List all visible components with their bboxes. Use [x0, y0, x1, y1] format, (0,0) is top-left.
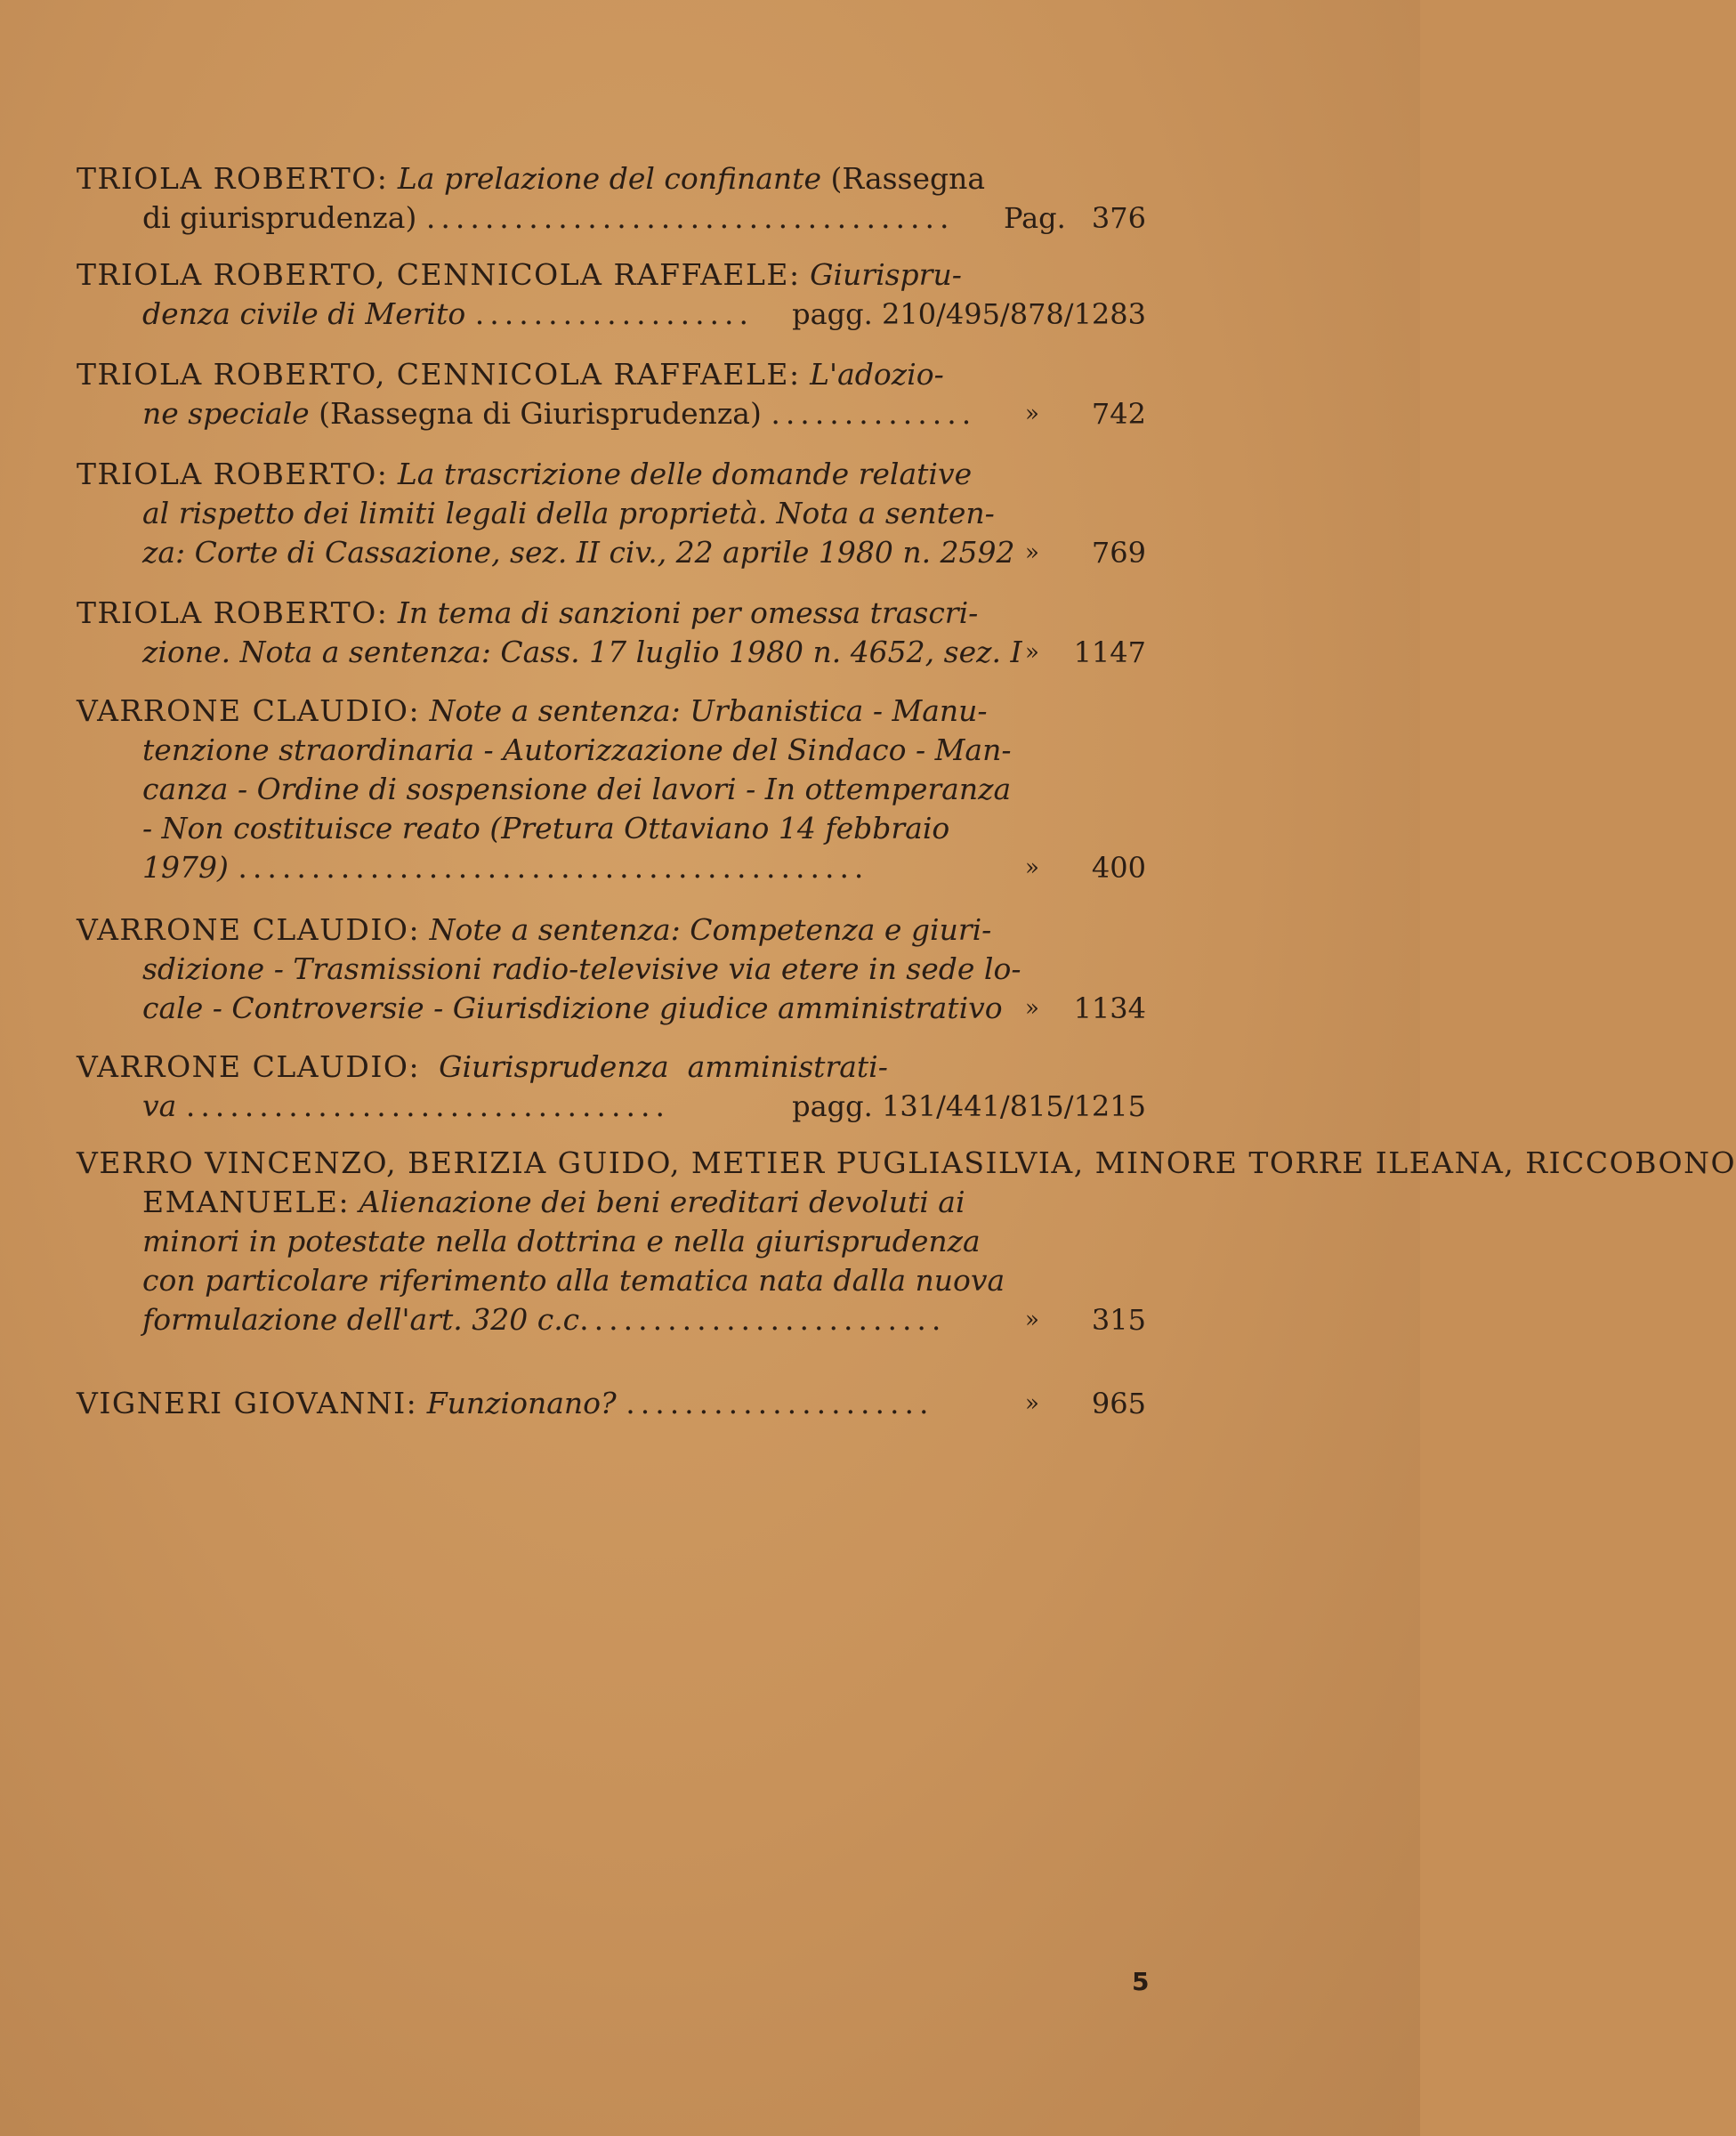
entry-line: [77, 454, 972, 495]
entry-title-text: va: [142, 1088, 177, 1123]
entry-title-text: La prelazione del confinante: [397, 161, 821, 196]
entry-line: [142, 949, 1021, 990]
entry-title-text: Giurisprudenza amministrati-: [439, 1049, 888, 1084]
entry-text: di giurisprudenza): [142, 200, 426, 235]
entry-line: [77, 158, 985, 199]
reference-pages: 131/441/815/1215: [881, 1089, 1146, 1123]
entry-line: [77, 593, 978, 634]
entry-text: [420, 693, 430, 728]
entry-line: [77, 1143, 1736, 1184]
entry-line: [142, 1299, 946, 1340]
reference-pages: 1134: [1073, 991, 1146, 1025]
entry-title-text: Alienazione dei beni ereditari devoluti ai: [359, 1185, 965, 1219]
entry-line: [142, 1182, 965, 1223]
page-reference: [979, 393, 1146, 434]
entry-line: [142, 988, 1003, 1029]
page-reference: [792, 1086, 1146, 1127]
dot-leader: .................................: [185, 1088, 670, 1123]
entry-line: [142, 1221, 981, 1262]
entry-title-text: L'adozio-: [810, 357, 944, 392]
entry-text: (Rassegna di Giurisprudenza): [309, 396, 771, 431]
entry-text: [388, 161, 398, 196]
entry-author: EMANUELE:: [142, 1185, 351, 1219]
entry-line: [142, 493, 995, 534]
entry-title-text: 1979): [142, 850, 229, 885]
entry-line: [142, 1260, 1005, 1301]
page-reference: [979, 847, 1146, 888]
reference-pages: 400: [1091, 851, 1146, 885]
entry-line: [77, 255, 962, 295]
entry-line: [142, 532, 1015, 573]
entry-title-text: al rispetto dei limiti legali della proprietà. Nota a senten-: [142, 496, 995, 530]
dot-leader: ..............: [771, 396, 977, 431]
entry-author: TRIOLA ROBERTO:: [77, 161, 389, 196]
entry-text: [617, 1386, 626, 1420]
entry-title-text: minori in potestate nella dottrina e nella giurisprudenza: [142, 1224, 981, 1258]
entry-title-text: ne speciale: [142, 396, 310, 431]
entry-title-text: canza - Ordine di sospensione dei lavori - In ottemperanza: [142, 772, 1012, 806]
entry-text: [801, 357, 811, 392]
reference-label: »: [1025, 854, 1039, 881]
entry-text: [465, 296, 475, 331]
reference-label: »: [1025, 639, 1039, 666]
page-reference: [979, 632, 1146, 673]
entry-line: [142, 632, 1022, 673]
entry-title-text: Note a sentenza: Urbanistica - Manu-: [429, 693, 988, 728]
reference-pages: 315: [1091, 1303, 1146, 1337]
entry-text: [388, 457, 398, 491]
reference-pages: 376: [1091, 201, 1146, 235]
entry-title-text: Funzionano?: [426, 1386, 617, 1420]
entry-author: TRIOLA ROBERTO:: [77, 457, 389, 491]
entry-line: [142, 847, 868, 888]
reference-label: pagg.: [792, 1089, 873, 1123]
reference-label: »: [1025, 1390, 1039, 1417]
entry-author: TRIOLA ROBERTO, CENNICOLA RAFFAELE:: [77, 357, 801, 392]
entry-text: [417, 1386, 427, 1420]
entry-text: [801, 257, 811, 292]
dot-leader: .........................: [579, 1302, 947, 1337]
entry-line: [142, 730, 1011, 771]
entry-line: [142, 808, 949, 849]
page-reference: [979, 1299, 1146, 1340]
entry-author: VERRO VINCENZO, BERIZIA GUIDO, METIER PUGLIA: [77, 1145, 965, 1180]
entry-title-text: Giurispru-: [810, 257, 962, 292]
entry-line: [142, 769, 1011, 810]
entry-text: [420, 1049, 439, 1084]
entry-line: [142, 198, 955, 239]
entry-line: [77, 354, 944, 395]
entry-title-text: tenzione straordinaria - Autorizzazione del Sindaco - Man-: [142, 732, 1012, 767]
page-reference: [979, 988, 1146, 1029]
entry-author: TRIOLA ROBERTO, CENNICOLA RAFFAELE:: [77, 257, 801, 292]
reference-pages: 965: [1091, 1387, 1146, 1420]
entry-text: (Rassegna: [820, 161, 986, 196]
entry-line: [77, 1383, 934, 1424]
entry-text: [388, 595, 398, 630]
entry-author: VARRONE CLAUDIO:: [77, 693, 421, 728]
dot-leader: ...................: [474, 296, 755, 331]
reference-label: »: [1025, 1307, 1039, 1333]
entry-line: [142, 393, 976, 434]
dot-leader: .....................: [626, 1386, 934, 1420]
entry-title-text: con particolare riferimento alla tematica nata dalla nuova: [142, 1263, 1005, 1298]
entry-author: VARRONE CLAUDIO:: [77, 1049, 421, 1084]
entry-line: [77, 691, 988, 732]
entry-title-text: In tema di sanzioni per omessa trascri-: [397, 595, 979, 630]
reference-pages: 769: [1091, 536, 1146, 570]
page-reference: [979, 198, 1146, 239]
page-number: 5: [1132, 1967, 1150, 1996]
entry-title-text: formulazione dell'art. 320 c.c: [142, 1302, 580, 1337]
entry-author: SILVIA, MINORE TORRE ILEANA, RICCOBONO: [964, 1145, 1736, 1180]
reference-pages: 1147: [1073, 635, 1146, 669]
entry-title-text: Note a sentenza: Competenza e giuri-: [429, 912, 992, 947]
entry-title-text: za: Corte di Cassazione, sez. II civ., 22 aprile 1980 n. 2592: [142, 535, 1015, 570]
entry-text: [350, 1185, 359, 1219]
page-reference: [792, 294, 1146, 335]
entry-author: VARRONE CLAUDIO:: [77, 912, 421, 947]
entry-text: [176, 1088, 186, 1123]
page-reference: [979, 532, 1146, 573]
reference-label: Pag.: [1004, 201, 1066, 235]
reference-label: »: [1025, 539, 1039, 566]
entry-author: VIGNERI GIOVANNI:: [77, 1386, 418, 1420]
entry-title-text: cale - Controversie - Giurisdizione giudice amministrativo: [142, 991, 1003, 1025]
entry-title-text: sdizione - Trasmissioni radio-televisive via etere in sede lo-: [142, 951, 1021, 986]
entry-title-text: La trascrizione delle domande relative: [397, 457, 973, 491]
reference-label: »: [1025, 995, 1039, 1022]
dot-leader: ...........................................: [238, 850, 869, 885]
reference-pages: 742: [1091, 397, 1146, 431]
reference-pages: 210/495/878/1283: [881, 297, 1146, 331]
entry-line: [142, 1086, 670, 1127]
entry-text: [229, 850, 238, 885]
reference-label: »: [1025, 400, 1039, 427]
reference-label: pagg.: [792, 297, 873, 331]
entry-title-text: - Non costituisce reato (Pretura Ottaviano 14 febbraio: [142, 811, 950, 846]
entry-author: TRIOLA ROBERTO:: [77, 595, 389, 630]
entry-title-text: zione. Nota a sentenza: Cass. 17 luglio 1980 n. 4652, sez. I: [142, 635, 1022, 669]
page-reference: [979, 1383, 1146, 1424]
dot-leader: ....................................: [425, 200, 955, 235]
entry-line: [142, 294, 754, 335]
entry-line: [77, 910, 991, 951]
entry-line: [77, 1047, 888, 1088]
entry-text: [420, 912, 430, 947]
entry-title-text: denza civile di Merito: [142, 296, 466, 331]
